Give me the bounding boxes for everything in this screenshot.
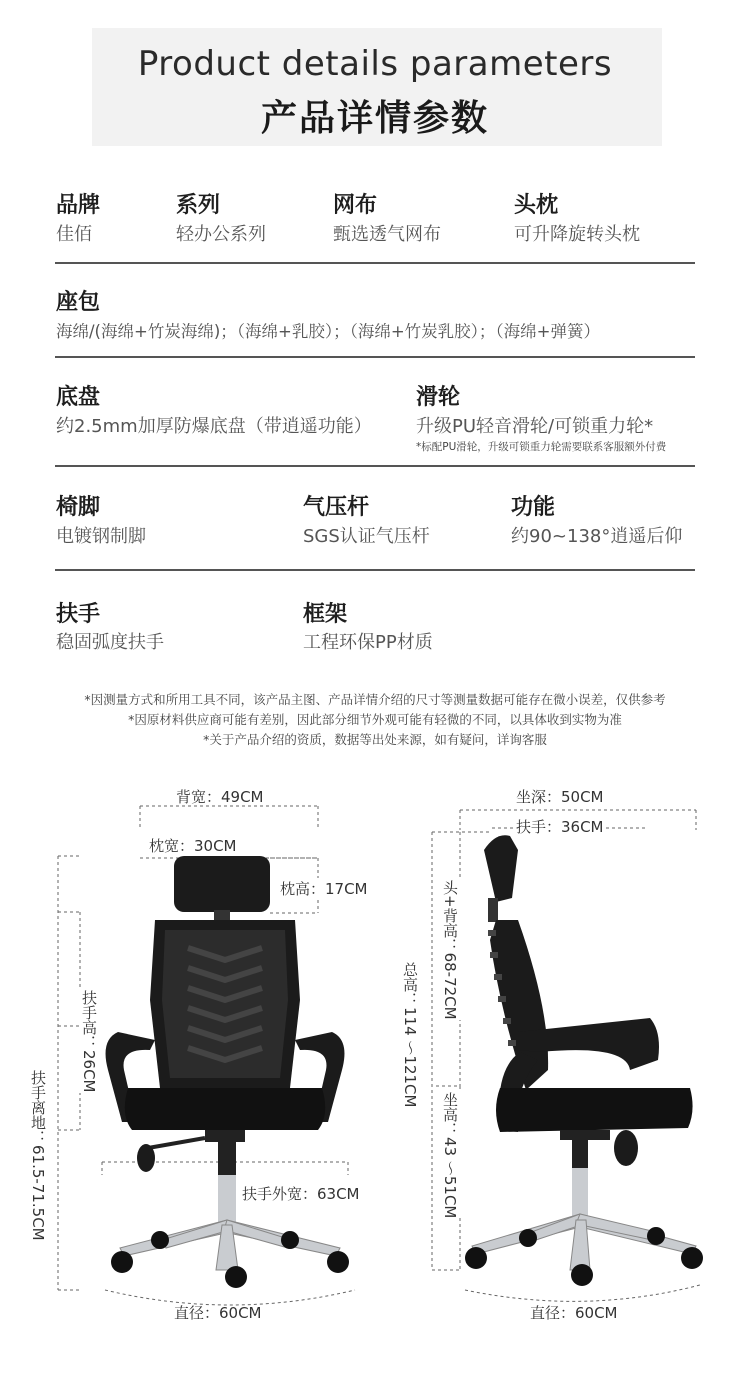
title-chinese: 产品详情参数: [260, 98, 489, 139]
divider: [55, 262, 695, 264]
spec-value-series: 轻办公系列: [176, 224, 266, 245]
spec-value-brand: 佳佰: [56, 224, 92, 245]
spec-value-seat: 海绵/(海绵+竹炭海绵)；（海绵+乳胶）；（海绵+竹炭乳胶）；（海绵+弹簧）: [56, 322, 600, 341]
dim-back-width: 背宽：49CM: [176, 788, 264, 806]
disclaimer-note: *因原材料供应商可能有差别，因此部分细节外观可能有轻微的不同，以具体收到实物为准: [128, 712, 622, 727]
spec-value-mesh: 甄选透气网布: [333, 224, 441, 245]
spec-label-gas-lift: 气压杆: [303, 495, 370, 520]
spec-value-caster: 升级PU轻音滑轮/可锁重力轮*: [416, 416, 654, 437]
spec-label-mesh: 网布: [333, 193, 378, 218]
title-english: Product details parameters: [137, 44, 613, 84]
spec-label-caster: 滑轮: [416, 385, 461, 410]
spec-value-legs: 电镀钢制脚: [56, 526, 146, 547]
dim-seat-depth: 坐深：50CM: [516, 788, 604, 806]
dim-front-diameter: 直径：60CM: [174, 1304, 262, 1322]
spec-value-frame: 工程环保PP材质: [303, 632, 433, 653]
spec-label-chassis: 底盘: [56, 385, 101, 410]
spec-label-function: 功能: [511, 495, 556, 520]
spec-label-armrest: 扶手: [56, 602, 101, 627]
divider: [55, 356, 695, 358]
dim-armrest-height: 扶手高：26CM: [80, 990, 98, 1093]
dim-armrest-outer-width: 扶手外宽：63CM: [242, 1185, 360, 1203]
spec-value-armrest: 稳固弧度扶手: [56, 632, 164, 653]
dim-total-height: 总高：114 ～121CM: [401, 962, 419, 1108]
dim-seat-height: 坐高：43 ～51CM: [441, 1092, 459, 1219]
dim-pillow-height: 枕高：17CM: [280, 880, 368, 898]
dim-armrest-to-ground: 扶手离地：61.5-71.5CM: [29, 1070, 47, 1241]
spec-label-legs: 椅脚: [56, 495, 101, 520]
dim-side-armrest: 扶手：36CM: [516, 818, 604, 836]
spec-label-seat: 座包: [56, 290, 101, 315]
divider: [55, 569, 695, 571]
spec-label-series: 系列: [176, 193, 221, 218]
disclaimer-note: *因测量方式和所用工具不同，该产品主图、产品详情介绍的尺寸等测量数据可能存在微小误差，仅供参考: [84, 692, 666, 707]
spec-value-chassis: 约2.5mm加厚防爆底盘（带逍遥功能）: [56, 416, 372, 437]
spec-value-headrest: 可升降旋转头枕: [514, 224, 640, 245]
spec-note-caster: *标配PU滑轮，升级可锁重力轮需要联系客服额外付费: [416, 441, 667, 453]
spec-label-brand: 品牌: [56, 193, 101, 218]
dim-side-diameter: 直径：60CM: [530, 1304, 618, 1322]
disclaimer-note: *关于产品介绍的资质，数据等出处来源，如有疑问，详询客服: [203, 732, 547, 747]
side-chair-illustration: [400, 770, 750, 1330]
divider: [55, 465, 695, 467]
spec-label-headrest: 头枕: [514, 193, 559, 218]
spec-value-gas-lift: SGS认证气压杆: [303, 526, 430, 547]
spec-value-function: 约90~138°逍遥后仰: [511, 526, 683, 547]
dim-pillow-width: 枕宽：30CM: [149, 837, 237, 855]
dim-head-back-height: 头+背高：68-72CM: [441, 880, 459, 1020]
spec-label-frame: 框架: [303, 602, 348, 627]
